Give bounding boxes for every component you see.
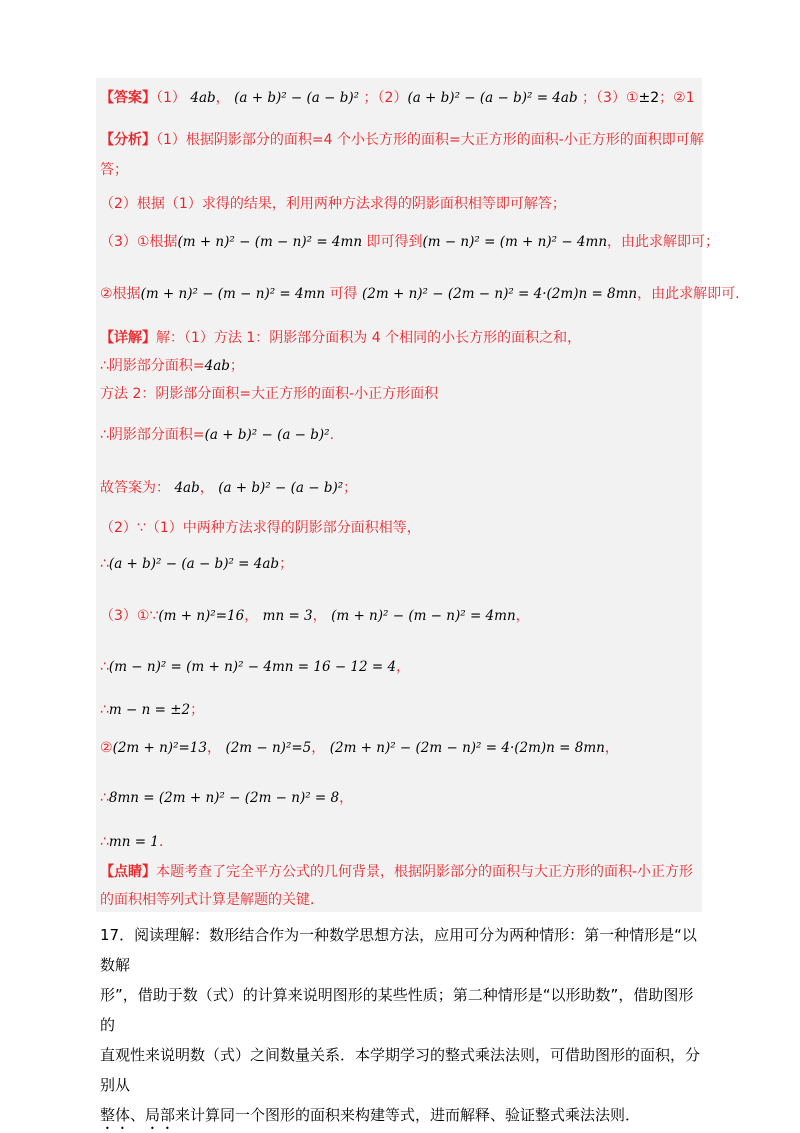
answer-expr-diff: (a + b)² − (a − b)²: [234, 90, 360, 106]
analysis-3b: 即可得到: [366, 234, 423, 250]
detail-8-expr: (m − n)² = (m + n)² − 4mn = 16 − 12 = 4: [108, 659, 397, 675]
answer-part2: （2）: [377, 90, 408, 106]
answer-part1: （1）: [156, 90, 186, 106]
analysis-3-expr-1: (m + n)² − (m − n)² = 4mn: [177, 234, 363, 250]
detail-line-9: [100, 700, 204, 720]
detail-10-expr-2: (2m − n)²=5: [225, 740, 312, 756]
detail-12a: ∴: [100, 834, 109, 850]
analysis-text-1: （1）根据阴影部分的面积=4 个小长方形的面积=大正方形的面积-小正方形的面积即可解: [156, 132, 704, 148]
comment-text-1: 本题考查了完全平方公式的几何背景，根据阴影部分的面积与大正方形的面积-小正方形: [156, 864, 694, 880]
detail-8a: ∴: [100, 659, 109, 675]
answer-comma: ，: [215, 90, 230, 106]
detail-4-expr-1: 4ab: [174, 480, 200, 496]
detail-1b: ；: [229, 358, 244, 374]
detail-1-expr: 4ab: [204, 358, 230, 374]
analysis-4b: 可得: [329, 286, 358, 302]
analysis-line-1: [100, 130, 704, 150]
comment-line-1: [100, 862, 693, 882]
q17-line-4: [100, 1100, 700, 1133]
detail-intro-text: 解：（1）方法 1：阴影部分面积为 4 个相同的小长方形的面积之和，: [156, 330, 582, 346]
q17-emphasis-whole: 整体: [100, 1106, 131, 1124]
analysis-4-expr-2: (2m + n)² − (2m − n)² = 4·(2m)n = 8mn: [362, 286, 638, 302]
q17-emphasis-local: 局部: [145, 1106, 176, 1124]
q17-line-4-rest: 来计算同一个图形的面积来构建等式，进而解释、验证整式乘法法则．: [175, 1106, 641, 1124]
detail-line-10: [100, 738, 619, 758]
detail-4b: ；: [343, 480, 358, 496]
answer-part3: （3）①: [596, 90, 639, 106]
answer-expr-4ab: 4ab: [190, 90, 216, 106]
detail-3-expr: (a + b)² − (a − b)²: [204, 427, 330, 443]
detail-9-expr: m − n = ±2: [108, 702, 191, 718]
detail-8b: ，: [396, 659, 411, 675]
comment-line-2: 的面积相等列式计算是解题的关键.: [100, 892, 315, 908]
q17-sep: 、: [130, 1106, 146, 1124]
detail-line-5: （2）∵（1）中两种方法求得的阴影部分面积相等，: [100, 520, 421, 536]
analysis-line-2: （2）根据（1）求得的结果，利用两种方法求得的阴影面积相等即可解答；: [100, 196, 566, 212]
detail-7-expr-2: mn = 3: [262, 608, 313, 624]
q17-line-2: 形”，借助于数（式）的计算来说明图形的某些性质；第二种情形是“以形助数”，借助图形的: [100, 986, 694, 1034]
detail-line-1: [100, 356, 244, 376]
detail-intro: [100, 328, 581, 348]
detail-label: 【详解】: [100, 330, 156, 346]
detail-7c: ，: [244, 608, 259, 624]
analysis-4-expr-1: (m + n)² − (m − n)² = 4mn: [140, 286, 326, 302]
detail-line-6: [100, 554, 293, 574]
detail-line-7: [100, 606, 530, 626]
answer-one: 1: [685, 90, 695, 106]
analysis-4c: ，由此求解即可.: [637, 286, 740, 302]
analysis-line-1b: 答；: [100, 162, 128, 178]
detail-line-2: 方法 2：阴影部分面积=大正方形的面积-小正方形面积: [100, 386, 439, 402]
analysis-3c: ，由此求解即可；: [607, 234, 720, 250]
detail-10a: ②: [100, 740, 113, 756]
answer-label: 【答案】: [100, 90, 156, 106]
detail-10c-2: ，: [311, 740, 326, 756]
q17-line-3: 直观性来说明数（式）之间数量关系．本学期学习的整式乘法法则，可借助图形的面积，分别从: [100, 1046, 701, 1094]
detail-9a: ∴: [100, 702, 109, 718]
detail-11b: ，: [339, 790, 354, 806]
detail-7-expr-1: (m + n)²=16: [158, 608, 245, 624]
detail-11a: ∴: [100, 790, 109, 806]
answer-plus-minus-2: ±2: [638, 90, 660, 106]
detail-line-8: [100, 657, 410, 677]
analysis-line-4: [100, 284, 740, 304]
detail-9b: ；: [190, 702, 205, 718]
answer-semicolon-2: ；: [582, 90, 597, 106]
detail-line-11: [100, 788, 353, 808]
analysis-3a: （3）①根据: [100, 234, 178, 250]
q17-line-1: 17．阅读理解：数形结合作为一种数学思想方法，应用可分为两种情形：第一种情形是“以数解: [100, 926, 697, 974]
detail-6b: ；: [279, 556, 294, 572]
analysis-label: 【分析】: [100, 132, 156, 148]
detail-10-expr-1: (2m + n)²=13: [112, 740, 207, 756]
detail-7-expr-3: (m + n)² − (m − n)² = 4mn: [331, 608, 516, 624]
detail-7a: （3）①∵: [100, 608, 159, 624]
detail-4a: 故答案为：: [100, 480, 170, 496]
answer-semicolon: ；: [363, 90, 378, 106]
comment-label: 【点睛】: [100, 864, 156, 880]
detail-line-3: [100, 425, 334, 445]
detail-10-expr-3: (2m + n)² − (2m − n)² = 4·(2m)n = 8mn: [329, 740, 605, 756]
analysis-line-3: [100, 232, 719, 252]
detail-3a: ∴阴影部分面积=: [100, 427, 205, 443]
detail-1a: ∴阴影部分面积=: [100, 358, 205, 374]
detail-4c: ，: [199, 480, 214, 496]
detail-line-12: [100, 832, 163, 852]
analysis-3-expr-2: (m − n)² = (m + n)² − 4mn: [422, 234, 608, 250]
detail-3b: .: [329, 427, 335, 443]
detail-11-expr: 8mn = (2m + n)² − (2m − n)² = 8: [108, 790, 340, 806]
detail-12-expr: mn = 1: [108, 834, 159, 850]
analysis-4a: ②根据: [100, 286, 141, 302]
answer-expr-identity: (a + b)² − (a − b)² = 4ab: [407, 90, 578, 106]
answer-part3b: ；②: [659, 90, 686, 106]
detail-7c-2: ，: [312, 608, 327, 624]
detail-6a: ∴: [100, 556, 109, 572]
detail-6-expr: (a + b)² − (a − b)² = 4ab: [108, 556, 280, 572]
detail-12b: .: [158, 834, 164, 850]
question-17: [100, 920, 700, 1133]
answer-line: [100, 88, 695, 108]
detail-10c: ，: [206, 740, 221, 756]
detail-10b: ，: [604, 740, 619, 756]
detail-7b: ，: [515, 608, 530, 624]
detail-4-expr-2: (a + b)² − (a − b)²: [218, 480, 344, 496]
detail-line-4: [100, 478, 357, 498]
